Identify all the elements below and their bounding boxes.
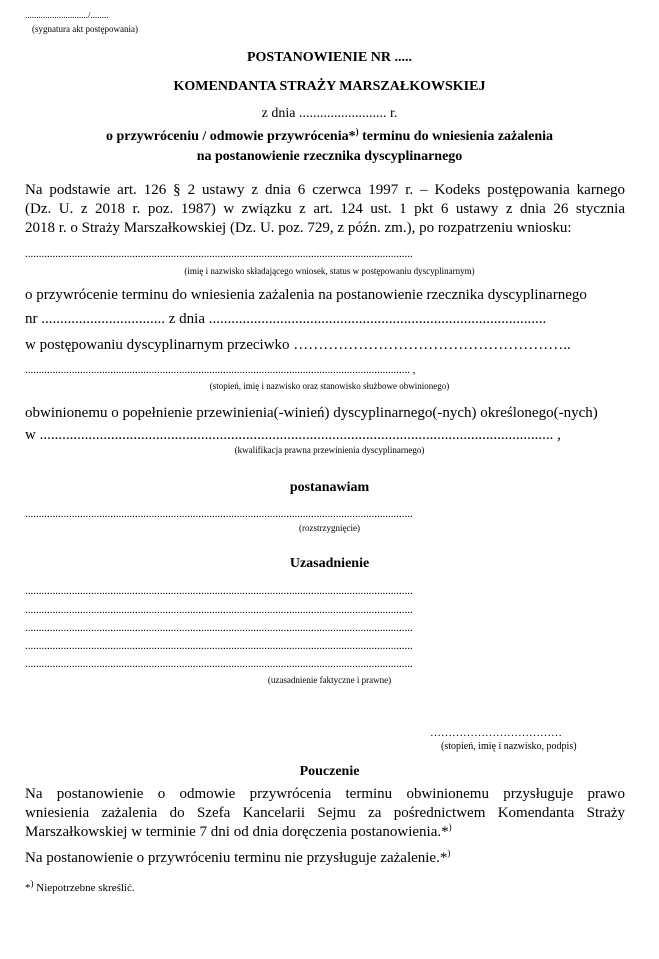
justification-line[interactable]: ............................................................................................................................................. [25, 622, 413, 634]
instruction-line-3 [25, 824, 452, 841]
accused-field[interactable]: ............................................................................................................................................ , [25, 364, 416, 376]
instruction-line-1: Na postanowienie o odmowie przywrócenia terminu obwinionemu przysługuje prawo [25, 786, 625, 802]
instruction-heading: Pouczenie [299, 764, 360, 779]
applicant-field[interactable]: ............................................................................................................................................. [25, 248, 413, 260]
subject-text-b: terminu do wniesienia zażalenia [358, 129, 554, 144]
decision-number-date-field[interactable]: nr ................................. z dnia .......................................................................................... [25, 311, 547, 327]
document-title: POSTANOWIENIE NR ..... [246, 50, 413, 65]
accused-caption: (stopień, imię i nazwisko oraz stanowisko służbowe obwinionego) [209, 381, 450, 391]
instruction-line-3-text: Marszałkowskiej w terminie 7 dni od dnia doręczenia postanowienia.* [25, 824, 449, 840]
instruction-paragraph-2 [25, 850, 450, 867]
footnote-mark-sup: ) [30, 878, 34, 889]
applicant-caption: (imię i nazwisko składającego wniosek, status w postępowaniu dyscyplinarnym) [184, 266, 475, 276]
legal-basis-line-3: 2018 r. o Straży Marszałkowskiej (Dz. U. poz. 729, z późn. zm.), po rozpatrzeniu wniosku: [25, 220, 572, 236]
footnote-ref: ) [448, 822, 452, 832]
footnote-mark: * [25, 882, 31, 894]
justification-heading: Uzasadnienie [289, 556, 370, 571]
subject-text-a: o przywróceniu / odmowie przywrócenia* [105, 129, 356, 144]
decision-caption: (rozstrzygnięcie) [299, 523, 360, 533]
justification-caption: (uzasadnienie faktyczne i prawne) [267, 675, 392, 685]
decision-date-line[interactable]: z dnia ......................... r. [261, 106, 398, 121]
offence-caption: (kwalifikacja prawna przewinienia dyscyplinarnego) [234, 445, 425, 455]
proceedings-against-field[interactable]: w postępowaniu dyscyplinarnym przeciwko ……………………………………………….. [25, 337, 571, 353]
case-reference-caption: (sygnatura akt postępowania) [32, 24, 138, 34]
justification-line[interactable]: ............................................................................................................................................. [25, 604, 413, 616]
signature-caption: (stopień, imię i nazwisko, podpis) [441, 741, 577, 752]
footnote [25, 878, 135, 894]
decision-field[interactable]: ............................................................................................................................................. [25, 508, 413, 520]
justification-line[interactable]: ............................................................................................................................................. [25, 585, 413, 597]
offence-text: obwinionemu o popełnienie przewinienia(-winień) dyscyplinarnego(-nych) określonego(-nych) [25, 405, 598, 421]
issuer-title: KOMENDANTA STRAŻY MARSZAŁKOWSKIEJ [173, 79, 486, 94]
offence-qualification-field[interactable]: w ......................................................................................................................................... , [25, 427, 561, 443]
justification-line[interactable]: ............................................................................................................................................. [25, 640, 413, 652]
instruction-paragraph-2-text: Na postanowienie o przywróceniu terminu nie przysługuje zażalenie.* [25, 850, 448, 866]
signature-field[interactable]: ……………………………… [430, 727, 562, 739]
decision-heading: postanawiam [289, 480, 370, 495]
justification-line[interactable]: ............................................................................................................................................. [25, 658, 413, 670]
case-reference-dots[interactable]: ............................/........ [25, 10, 109, 20]
footnote-ref: ) [447, 848, 451, 858]
footnote-ref: ) [355, 126, 359, 137]
restore-request-text: o przywrócenie terminu do wniesienia zażalenia na postanowienie rzecznika dyscyplinarnego [25, 287, 587, 303]
legal-basis-line-2: (Dz. U. z 2018 r. poz. 1987) w związku z art. 124 ust. 1 pkt 6 ustawy z dnia 26 stycznia [25, 201, 625, 217]
subject-line-2: na postanowienie rzecznika dyscyplinarnego [196, 149, 463, 164]
subject-line-1 [0, 126, 659, 145]
instruction-line-2: wniesienia zażalenia do Szefa Kancelarii Sejmu za pośrednictwem Komendanta Straży [25, 805, 625, 821]
footnote-text: Niepotrzebne skreślić. [33, 882, 135, 894]
legal-basis-line-1: Na podstawie art. 126 § 2 ustawy z dnia 6 czerwca 1997 r. – Kodeks postępowania karnego [25, 182, 625, 198]
